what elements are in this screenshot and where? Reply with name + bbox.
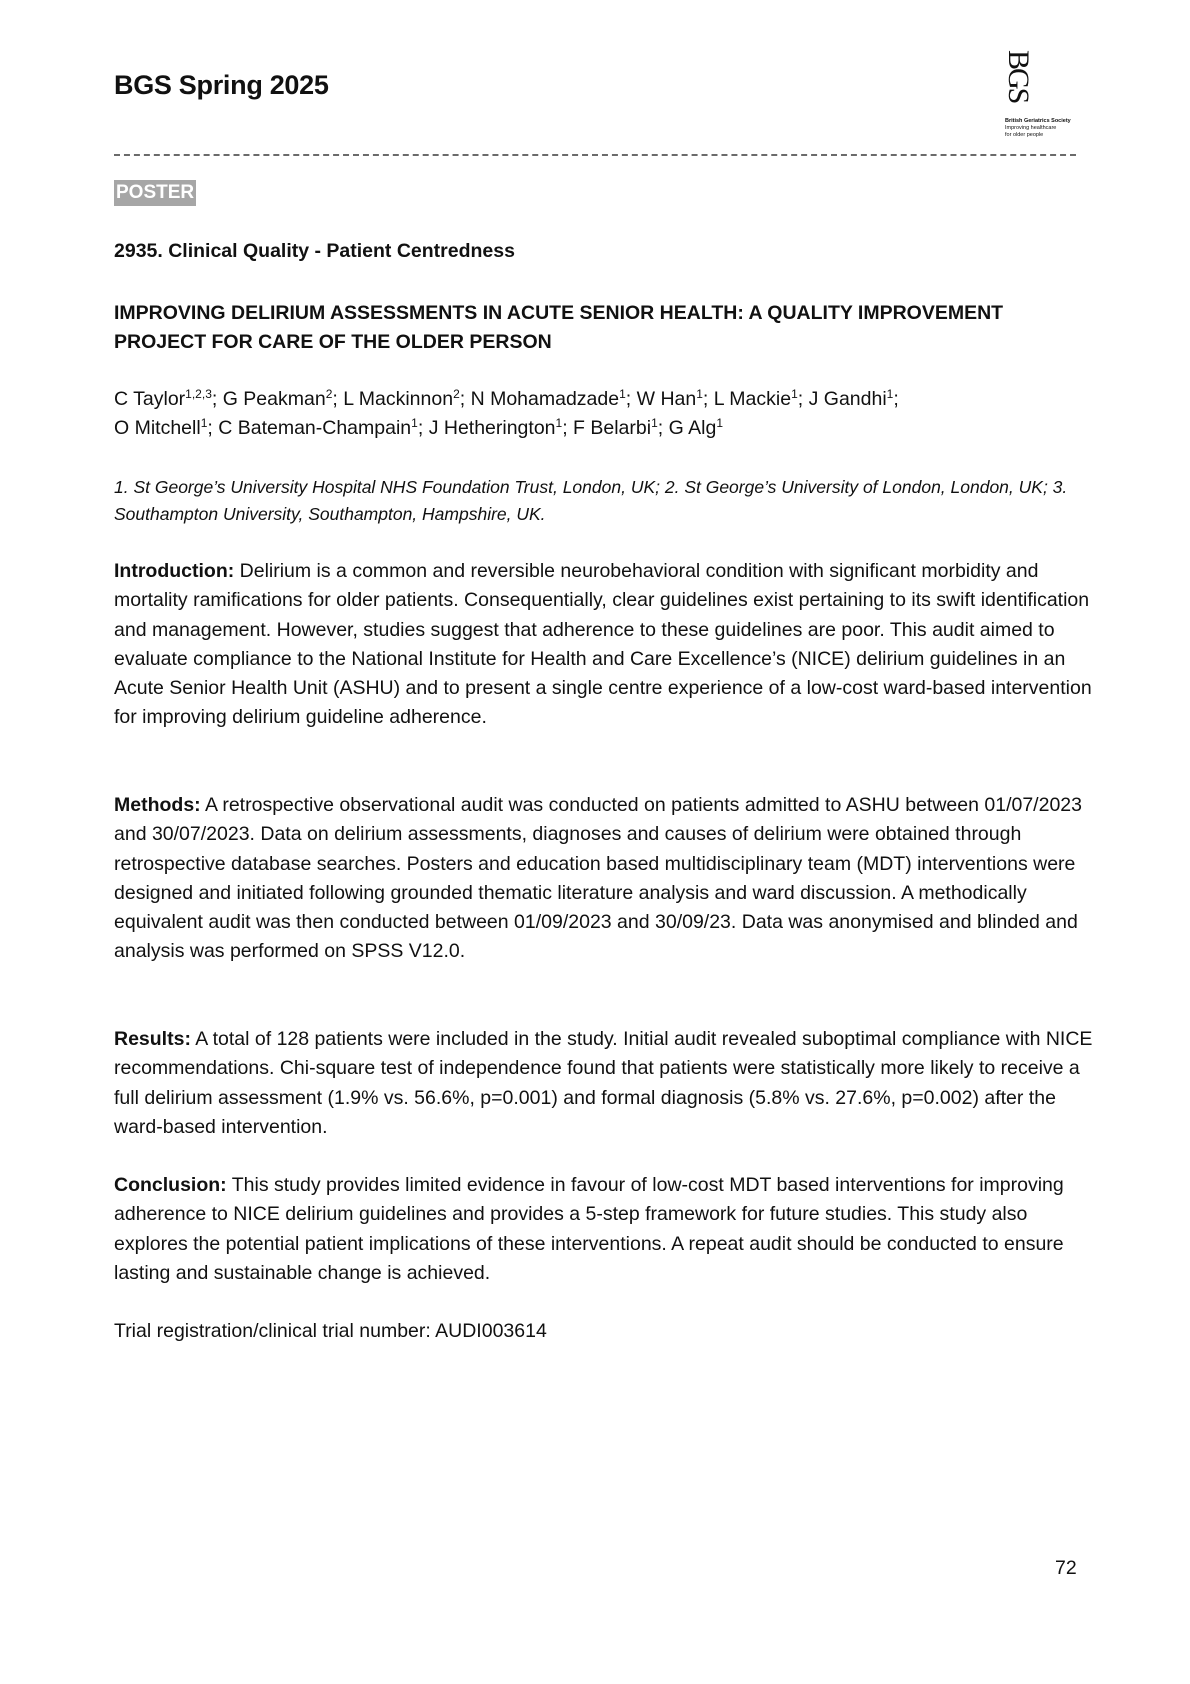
trial-registration: Trial registration/clinical trial number: AUDI003614 (114, 1320, 547, 1342)
author: C Taylor$^{1,2,3}$; (114, 387, 223, 410)
bgs-logo (1002, 50, 1095, 145)
conclusion-label: Conclusion: (114, 1174, 227, 1196)
conclusion-text: This study provides limited evidence in favour of low-cost MDT based interventions for improving adherence to NICE delirium guidelines and provides a 5-step framework for future studies. This study also explores the potential patient implications of these interventions. A repeat audit should be conducted to ensure lasting and sustainable change is achieved. (114, 1174, 1064, 1284)
conference-title: BGS Spring 2025 (114, 70, 329, 100)
section-badge: POSTER (114, 180, 196, 206)
methods-text: A retrospective observational audit was conducted on patients admitted to ASHU between 01/07/2023 and 30/07/2023. Data on delirium assessments, diagnoses and causes of delirium were obtained through retrospective database searches. Posters and education based multidisciplinary team (MDT) interventions were designed and initiated following grounded thematic literature analysis and ward discussion. A methodically equivalent audit was then conducted between 01/09/2023 and 30/09/23. Data was anonymised and blinded and analysis was performed on SPSS V12.0. (114, 794, 1082, 963)
results-label: Results: (114, 1028, 191, 1050)
abstract-category: 2935. Clinical Quality - Patient Centredness (114, 240, 515, 262)
author: L Mackinnon$^2$; (343, 387, 471, 410)
author: C Bateman-Champain$^1$; (218, 416, 429, 439)
introduction-label: Introduction: (114, 560, 235, 582)
affiliations: 1. St George’s University Hospital NHS Foundation Trust, London, UK; 2. St George’s University of London, London, UK; 3. Southampton University, Southampton, Hampshire, UK. (114, 477, 1068, 524)
author: G Peakman$^2$; (222, 387, 344, 410)
abstract-title: IMPROVING DELIRIUM ASSESSMENTS IN ACUTE SENIOR HEALTH: A QUALITY IMPROVEMENT PROJECT FOR CARE OF THE OLDER PERSON (114, 302, 1004, 353)
header-divider (114, 154, 1076, 156)
page-number: 72 (1055, 1557, 1077, 1579)
author: F Belarbi$^1$; (573, 416, 669, 439)
author: W Han$^1$; (636, 387, 714, 410)
logo-tagline-2: for older people (1005, 132, 1044, 138)
author: N Mohamadzade$^1$; (470, 387, 637, 410)
introduction-section (114, 557, 1104, 733)
author: O Mitchell$^1$; (114, 416, 219, 439)
methods-label: Methods: (114, 794, 201, 816)
conclusion-section (114, 1171, 1104, 1288)
author: J Hetherington$^1$; (428, 416, 574, 439)
bgs-logo-mark-icon: BGS (1002, 50, 1035, 103)
introduction-text: Delirium is a common and reversible neurobehavioral condition with significant morbidity and mortality ramifications for older patients. Consequentially, clear guidelines exist pertaining to its swift identification and management. However, studies suggest that adherence to these guidelines are poor. This audit aimed to evaluate compliance to the National Institute for Health and Care Excellence’s (NICE) delirium guidelines in an Acute Senior Health Unit (ASHU) and to present a single centre experience of a low-cost ward-based intervention for improving delirium guideline adherence. (114, 560, 1092, 729)
results-section (114, 1025, 1104, 1142)
author: G Alg$^1$ (668, 416, 723, 439)
author-list (114, 385, 1074, 443)
logo-tagline-1: Improving healthcare (1005, 125, 1057, 131)
methods-section (114, 791, 1104, 967)
results-text: A total of 128 patients were included in the study. Initial audit revealed suboptimal compliance with NICE recommendations. Chi-square test of independence found that patients were statistically more likely to receive a full delirium assessment (1.9% vs. 56.6%, p=0.001) and formal diagnosis (5.8% vs. 27.6%, p=0.002) after the ward-based intervention. (114, 1028, 1093, 1138)
author: J Gandhi$^1$; (808, 387, 899, 410)
logo-organisation: British Geriatrics Society (1005, 118, 1071, 124)
author: L Mackie$^1$; (713, 387, 809, 410)
